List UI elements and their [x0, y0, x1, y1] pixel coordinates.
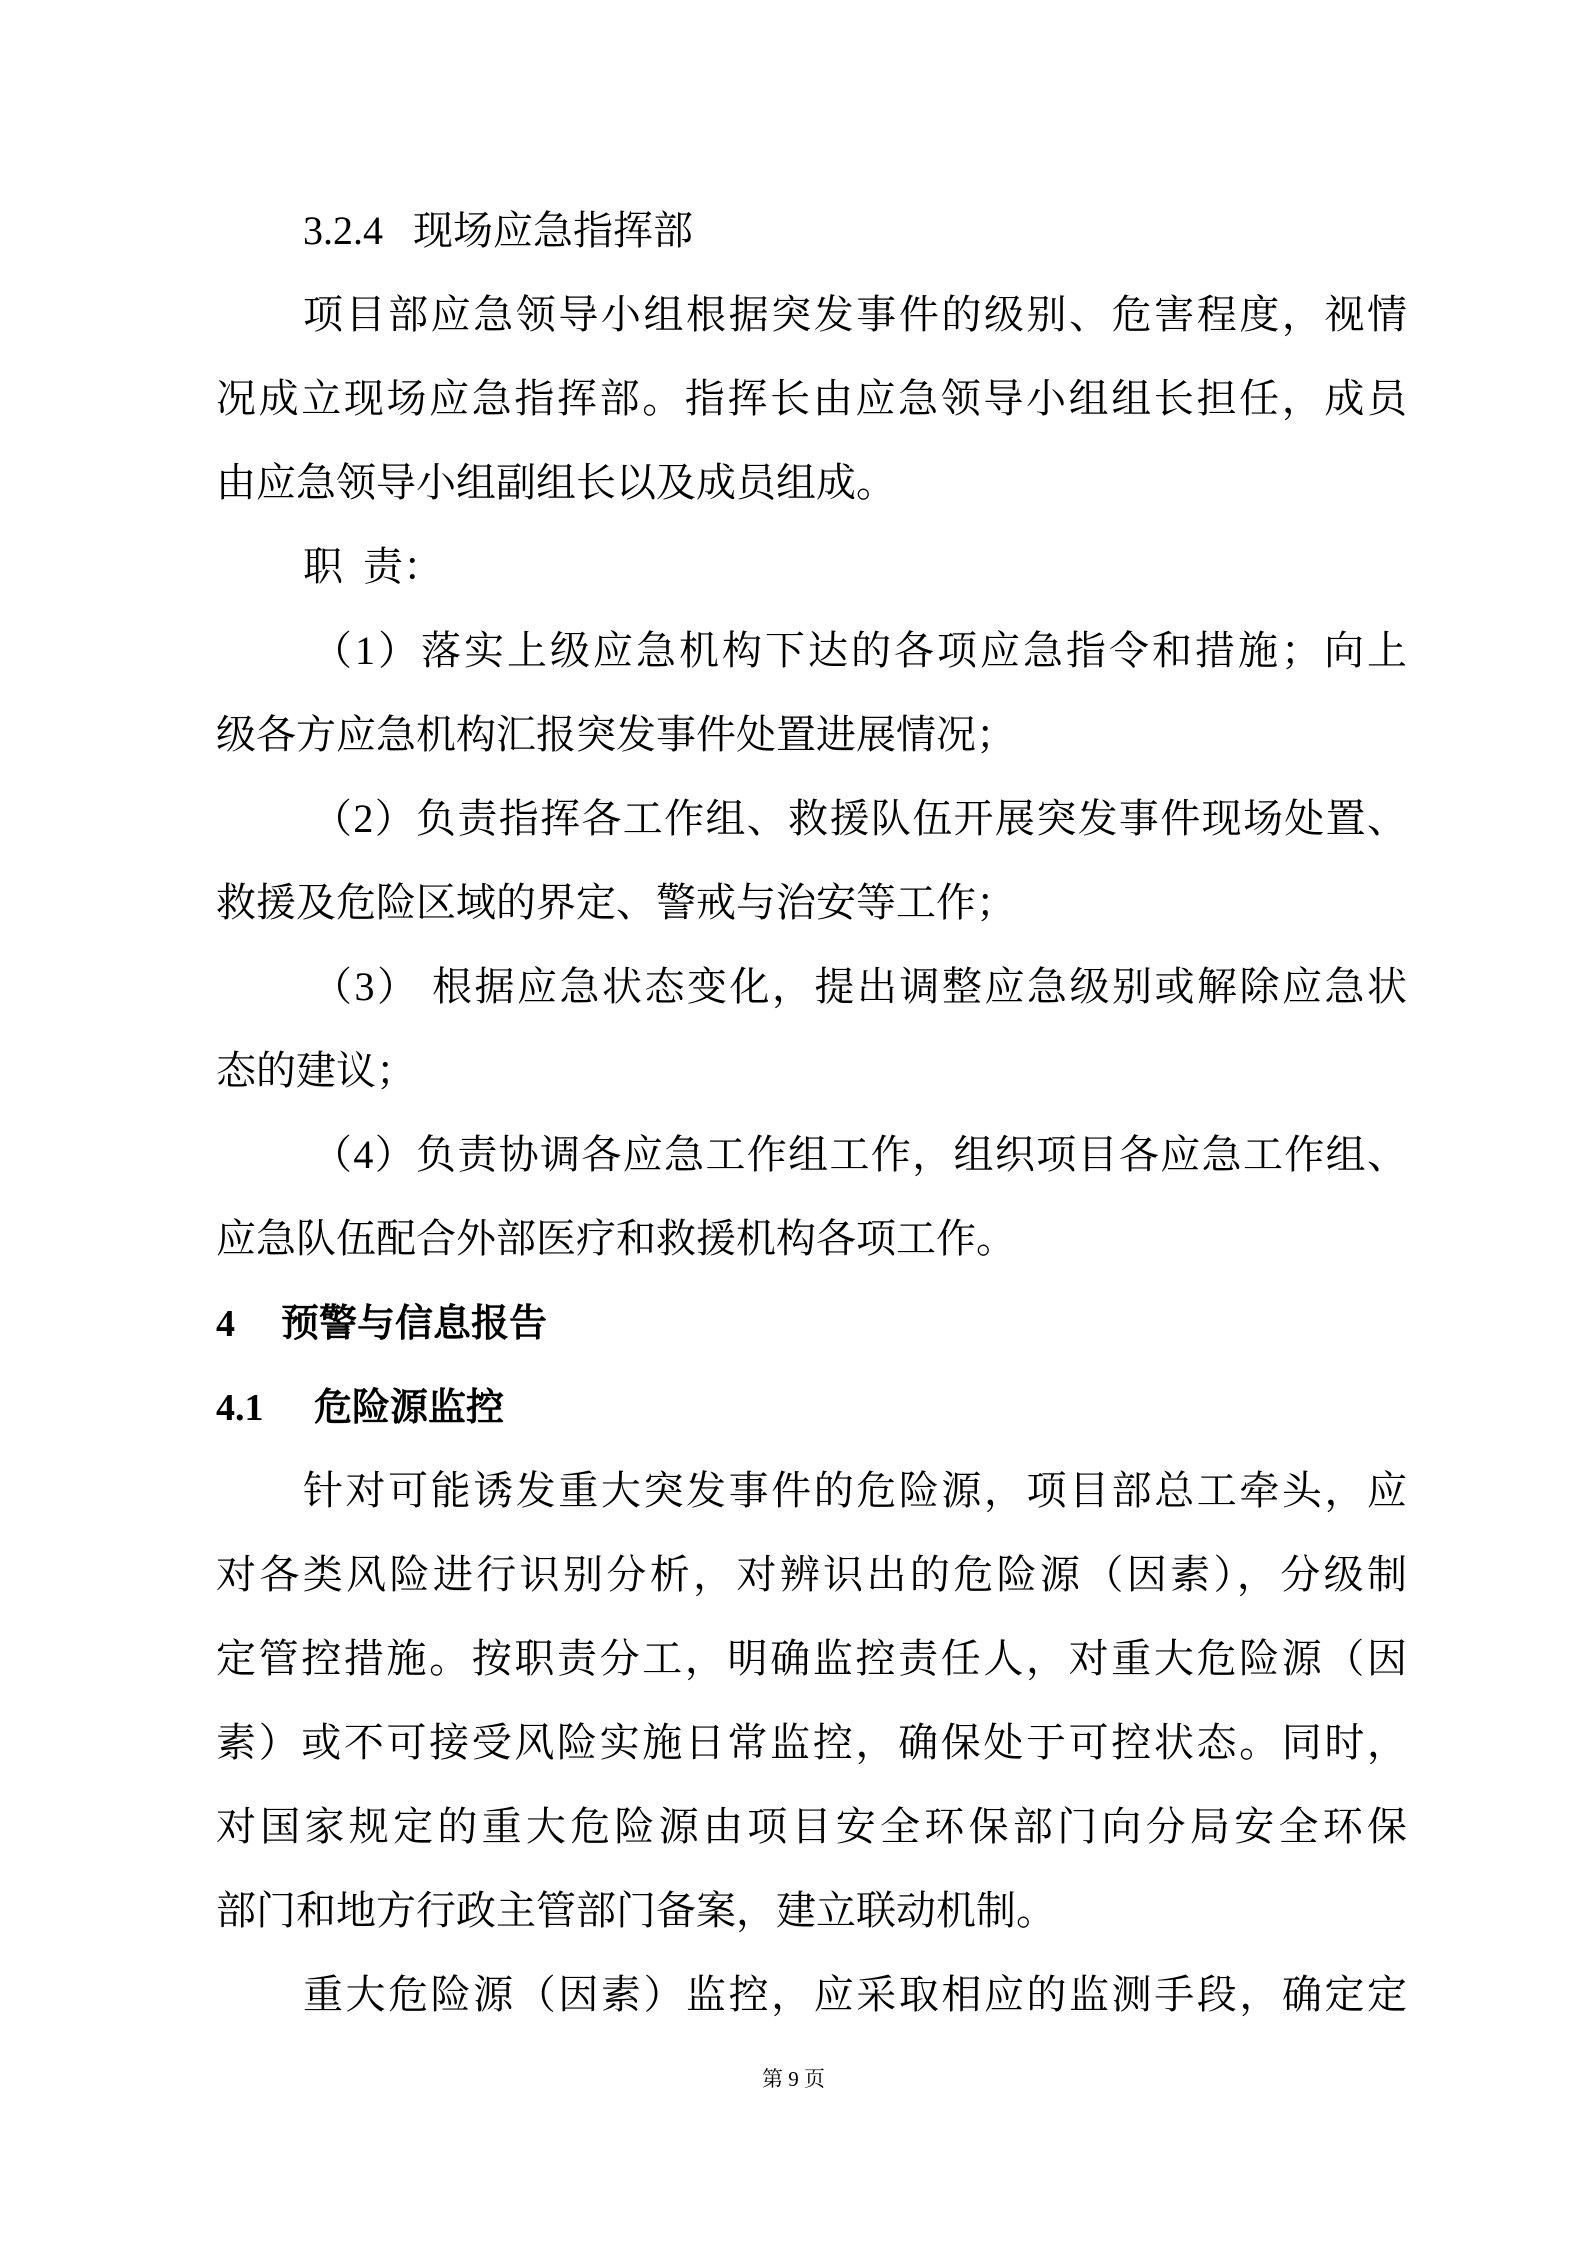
text-line: 对各类风险进行识别分析，对辨识出的危险源（因素），分级制	[216, 1552, 1407, 1597]
text-line: 应急队伍配合外部医疗和救援机构各项工作。	[216, 1216, 1016, 1261]
heading-4	[216, 1281, 1407, 1365]
heading-title: 危险源监控	[314, 1385, 505, 1429]
text-line: 对国家规定的重大危险源由项目安全环保部门向分局安全环保	[216, 1804, 1407, 1849]
text-line: 由应急领导小组副组长以及成员组成。	[216, 460, 896, 505]
text-line: 级各方应急机构汇报突发事件处置进展情况；	[216, 712, 1016, 757]
paragraph-major-hazard	[216, 1953, 1407, 2037]
duty-item	[216, 1113, 1407, 1281]
text-line: （2）负责指挥各工作组、救援队伍开展突发事件现场处置、	[312, 796, 1407, 841]
paragraph-intro	[216, 273, 1407, 525]
text-line: 重大危险源（因素）监控，应采取相应的监测手段，确定定	[303, 1972, 1407, 2017]
duties-label: 职 责：	[303, 544, 443, 589]
text-line: 部门和地方行政主管部门备案，建立联动机制。	[216, 1888, 1056, 1933]
text-line: 态的建议；	[216, 1048, 416, 1093]
duty-item	[216, 609, 1407, 777]
text-line: 素）或不可接受风险实施日常监控，确保处于可控状态。同时，	[216, 1720, 1407, 1765]
heading-number: 4.1	[216, 1387, 264, 1429]
heading-number: 4	[216, 1303, 235, 1345]
duty-item	[216, 777, 1407, 945]
text-line: 定管控措施。按职责分工，明确监控责任人，对重大危险源（因	[216, 1636, 1407, 1681]
page-number: 第 9 页	[762, 2067, 825, 2091]
text-line: 况成立现场应急指挥部。指挥长由应急领导小组组长担任，成员	[216, 376, 1407, 421]
text-line: （4）负责协调各应急工作组工作，组织项目各应急工作组、	[312, 1132, 1407, 1177]
duty-item	[216, 945, 1407, 1113]
text-line: （3） 根据应急状态变化，提出调整应急级别或解除应急状	[312, 964, 1407, 1009]
heading-number: 3.2.4	[303, 208, 383, 253]
text-line: 针对可能诱发重大突发事件的危险源，项目部总工牵头，应	[303, 1468, 1407, 1513]
text-line: 项目部应急领导小组根据突发事件的级别、危害程度，视情	[303, 292, 1407, 337]
document-body	[216, 189, 1407, 2037]
paragraph-monitoring	[216, 1449, 1407, 1953]
duties-list	[216, 609, 1407, 1281]
text-line: （1）落实上级应急机构下达的各项应急指令和措施；向上	[312, 628, 1407, 673]
heading-4-1	[216, 1365, 1407, 1449]
heading-title: 预警与信息报告	[281, 1301, 548, 1345]
text-line: 救援及危险区域的界定、警戒与治安等工作；	[216, 880, 1016, 925]
heading-3-2-4	[216, 189, 1407, 273]
heading-title: 现场应急指挥部	[413, 208, 693, 253]
